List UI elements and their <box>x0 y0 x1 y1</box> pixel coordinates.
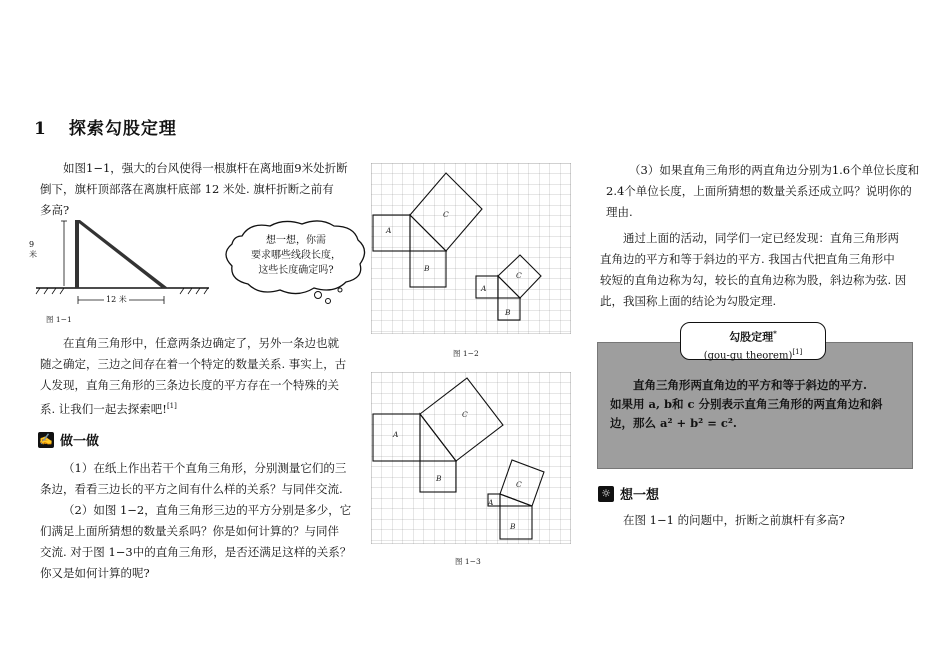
question-3 <box>606 160 920 223</box>
pencil-hand-icon: ✍ <box>39 433 53 446</box>
para-line: 直角边的平方和等于斜边的平方. 我国古代把直角三角形中 <box>600 252 895 266</box>
section-number: 1 <box>34 119 47 139</box>
intro-paragraph <box>40 158 360 221</box>
theorem-english: (gou-gu theorem) <box>703 349 793 361</box>
para-line: 们满足上面所猜想的数量关系吗？你是如何计算的？与同伴 <box>40 524 339 538</box>
para-line: 条边，看看三边长的平方之间有什么样的关系？与同伴交流. <box>40 482 343 496</box>
fig13-label-b: B <box>436 474 442 483</box>
paragraph-2 <box>40 333 362 420</box>
figure-1-2-grid <box>371 163 571 334</box>
zuo-yi-zuo-heading <box>38 430 99 449</box>
fig12-label-b: B <box>424 264 430 273</box>
para-line: 较短的直角边称为勾，较长的直角边称为股，斜边称为弦. 因 <box>600 273 907 287</box>
figure-1-2-caption: 图 1−2 <box>453 349 479 358</box>
theorem-tag <box>680 322 826 360</box>
thought-cloud-text <box>236 233 356 278</box>
cloud-line: 想一想，你需 <box>266 235 326 246</box>
para-line: 2.4个单位长度，上面所猜想的数量关系还成立吗？说明你的 <box>606 184 912 198</box>
para-line: 通过上面的活动，同学们一定已经发现：直角三角形两 <box>623 231 899 245</box>
discovery-paragraph <box>600 228 920 312</box>
cloud-line: 这些长度确定吗? <box>258 265 334 276</box>
footnote-ref: [1] <box>166 402 177 410</box>
fig13-label-a-small: A <box>488 498 494 507</box>
fig13-label-c-small: C <box>516 480 522 489</box>
zuo-yi-zuo-title: 做一做 <box>60 434 100 449</box>
para-line: 你又是如何计算的呢? <box>40 566 150 580</box>
fig13-label-c: C <box>462 410 468 419</box>
theorem-line: 如果用 a, b和 c 分别表示直角三角形的两直角边和斜 <box>610 397 883 411</box>
intro-line: 多高? <box>40 203 70 217</box>
fig13-label-b-small: B <box>510 522 516 531</box>
fig12-label-c-small: C <box>516 271 522 280</box>
para-line: （1）在纸上作出若干个直角三角形，分别测量它们的三 <box>63 461 347 475</box>
section-title: 探索勾股定理 <box>68 119 177 139</box>
fig12-label-a: A <box>386 226 392 235</box>
theorem-line: 边，那么 a² + b² = c². <box>610 416 737 430</box>
base-label: 12 米 <box>106 295 127 304</box>
fig12-label-b-small: B <box>505 308 511 317</box>
para-line: （2）如图 1−2，直角三角形三边的平方分别是多少，它 <box>63 503 352 517</box>
theorem-star: * <box>773 329 777 338</box>
fig13-label-a: A <box>393 430 399 439</box>
figure-1-3-grid <box>371 372 571 544</box>
para-line: 此，我国称上面的结论为勾股定理. <box>600 294 777 308</box>
lightbulb-icon: ☼ <box>598 486 614 502</box>
xiang-yi-xiang-heading <box>598 484 659 503</box>
intro-line: 如图1−1，强大的台风使得一根旗杆在离地面9米处折断 <box>63 161 348 175</box>
zuo-yi-zuo-body <box>40 458 362 584</box>
figure-1-1-caption: 图 1−1 <box>46 315 72 324</box>
xiang-yi-xiang-title: 想一想 <box>620 488 660 503</box>
intro-line: 倒下，旗杆顶部落在离旗杆底部 12 米处. 旗杆折断之前有 <box>40 182 334 196</box>
xiang-yi-xiang-question: 在图 1−1 的问题中，折断之前旗杆有多高? <box>623 513 845 527</box>
height-label: 9米 <box>29 240 37 259</box>
theorem-name: 勾股定理 <box>729 330 774 344</box>
para-line: 随之确定，三边之间存在着一个特定的数量关系. 事实上，古 <box>40 357 347 371</box>
cloud-line: 要求哪些线段长度， <box>251 250 341 261</box>
para-line: （3）如果直角三角形的两直角边分别为1.6个单位长度和 <box>629 163 920 177</box>
para-line: 交流. 对于图 1−3中的直角三角形，是否还满足这样的关系？ <box>40 545 352 559</box>
page-title <box>34 114 177 139</box>
fig12-label-c: C <box>443 210 449 219</box>
para-line: 系. 让我们一起去探索吧! <box>40 401 167 416</box>
para-line: 在直角三角形中，任意两条边确定了，另外一条边也就 <box>63 336 339 350</box>
theorem-statement <box>610 376 902 433</box>
figure-1-3-caption: 图 1−3 <box>455 557 481 566</box>
para-line: 人发现，直角三角形的三条边长度的平方存在一个特殊的关 <box>40 378 339 392</box>
theorem-footnote: [1] <box>792 347 803 356</box>
theorem-line: 直角三角形两直角边的平方和等于斜边的平方. <box>633 378 868 392</box>
fig12-label-a-small: A <box>481 284 487 293</box>
para-line: 理由. <box>606 205 633 219</box>
